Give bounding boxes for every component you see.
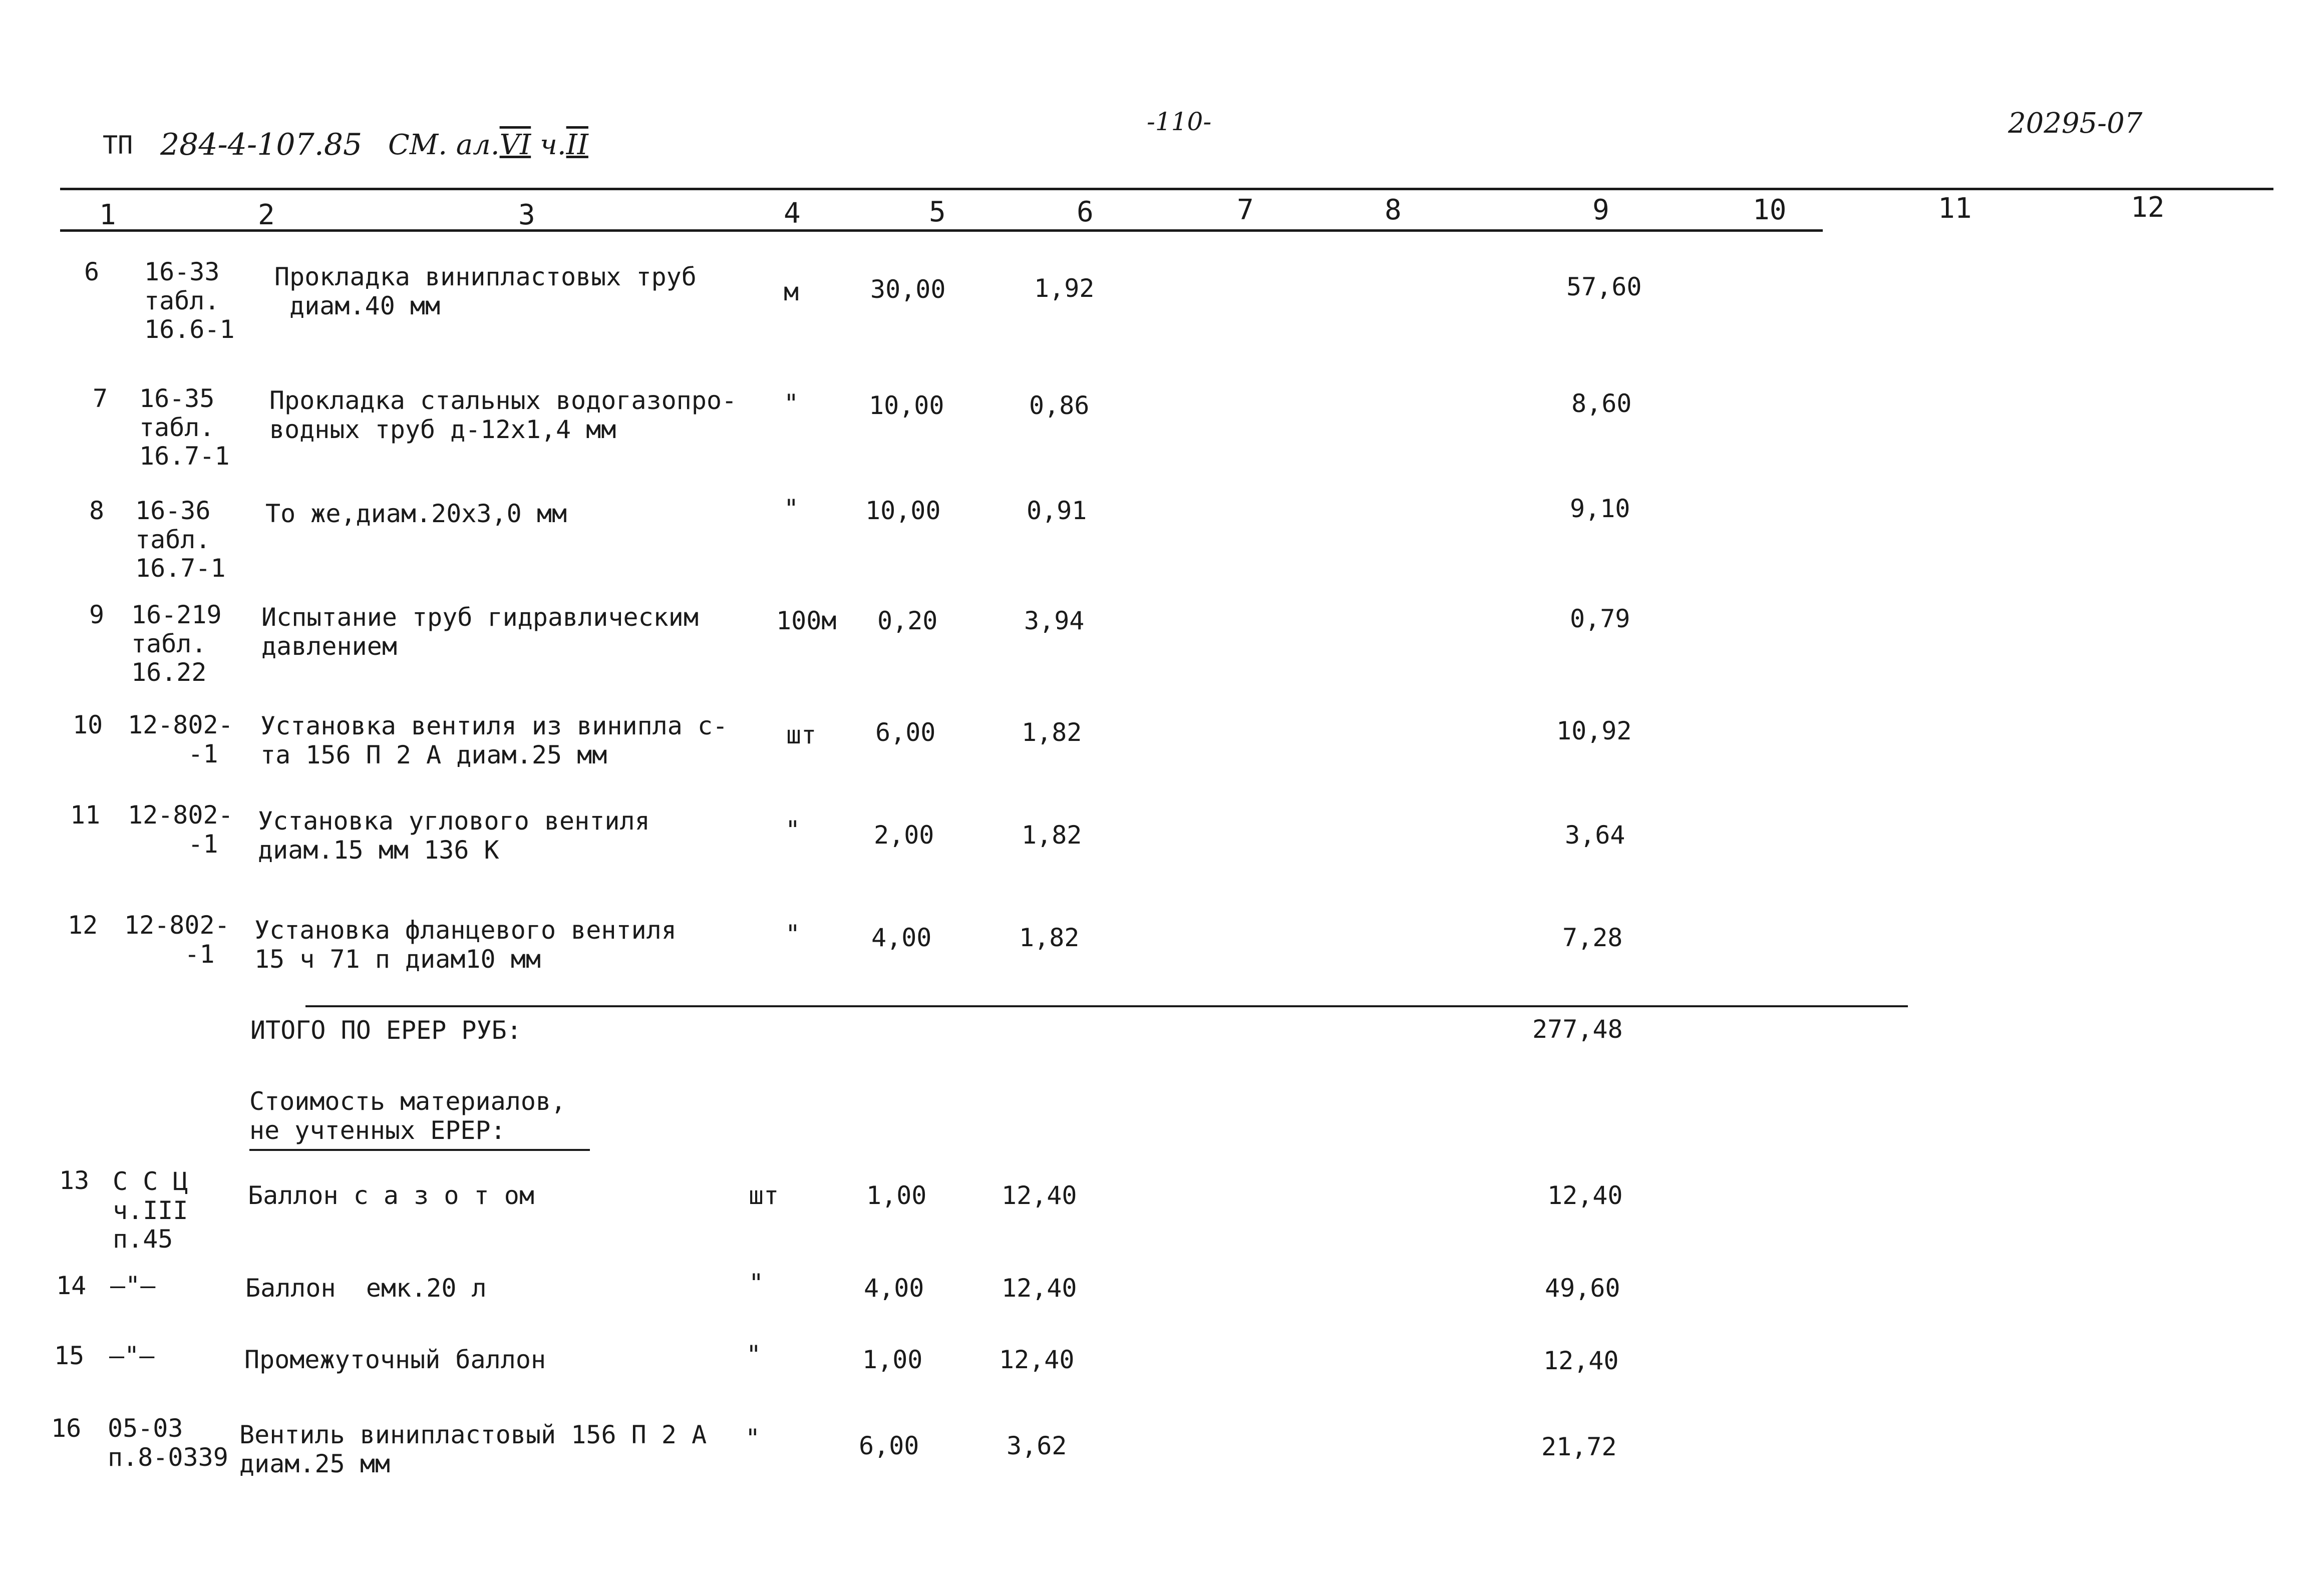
doc-code: ТП bbox=[103, 131, 133, 160]
row-name: Прокладка стальных водогазопро- водных труб д-12х1,4 мм bbox=[269, 386, 737, 444]
row-number: 7 bbox=[93, 384, 108, 413]
album-label bbox=[388, 129, 588, 161]
row-total: 3,64 bbox=[1565, 821, 1625, 850]
row-name: Баллон емк.20 л bbox=[245, 1274, 487, 1303]
row-qty: 30,00 bbox=[870, 275, 946, 304]
page-number: -110- bbox=[1147, 107, 1212, 136]
row-name: То же,диам.20х3,0 мм bbox=[265, 499, 567, 528]
row-unit: " bbox=[785, 816, 801, 845]
row-price: 1,92 bbox=[1034, 274, 1095, 303]
row-code: 12-802- -1 bbox=[128, 801, 233, 859]
col-header-3: 3 bbox=[518, 199, 535, 231]
row-price: 0,91 bbox=[1027, 496, 1087, 525]
row-unit: " bbox=[784, 389, 799, 418]
row-name: Вентиль винипластовый 156 П 2 А диам.25 мм bbox=[239, 1420, 707, 1478]
row-number: 12 bbox=[68, 911, 98, 940]
header-bottom-rule bbox=[60, 229, 1823, 232]
row-unit: " bbox=[749, 1269, 764, 1298]
row-price: 3,94 bbox=[1024, 606, 1085, 635]
row-number: 15 bbox=[54, 1341, 85, 1370]
header-top-rule bbox=[60, 188, 2273, 190]
row-name: Испытание труб гидравлическим давлением bbox=[261, 603, 699, 661]
row-total: 9,10 bbox=[1570, 494, 1630, 523]
row-number: 14 bbox=[56, 1271, 87, 1300]
row-total: 7,28 bbox=[1562, 923, 1623, 952]
row-name: Баллон с а з о т ом bbox=[248, 1181, 534, 1210]
row-total: 12,40 bbox=[1543, 1346, 1619, 1375]
row-number: 8 bbox=[89, 496, 105, 525]
row-price: 0,86 bbox=[1029, 391, 1090, 420]
row-total: 12,40 bbox=[1547, 1181, 1623, 1210]
row-unit: " bbox=[746, 1340, 762, 1369]
row-price: 1,82 bbox=[1022, 821, 1082, 850]
row-qty: 10,00 bbox=[865, 496, 941, 525]
part-roman: II bbox=[566, 129, 588, 161]
row-unit: " bbox=[784, 494, 799, 523]
row-code: 16-219 табл. 16.22 bbox=[131, 600, 222, 687]
row-qty: 0,20 bbox=[877, 606, 938, 635]
row-name: Промежуточный баллон bbox=[244, 1345, 546, 1374]
row-qty: 6,00 bbox=[859, 1431, 919, 1460]
row-number: 10 bbox=[73, 710, 103, 739]
row-price: 12,40 bbox=[1002, 1181, 1077, 1210]
col-header-2: 2 bbox=[258, 199, 275, 231]
row-name: Установка углового вентиля диам.15 мм 136 К bbox=[258, 807, 650, 865]
row-number: 11 bbox=[70, 801, 101, 830]
row-total: 49,60 bbox=[1545, 1274, 1620, 1303]
materials-heading-underline bbox=[249, 1149, 590, 1151]
part-text: ч. bbox=[540, 129, 566, 161]
row-qty: 2,00 bbox=[874, 821, 934, 850]
col-header-4: 4 bbox=[784, 197, 801, 230]
sheet-code: 20295-07 bbox=[2008, 107, 2143, 140]
row-price: 3,62 bbox=[1007, 1431, 1067, 1460]
row-name: Установка вентиля из винипла с- та 156 П 2 А диам.25 мм bbox=[260, 711, 728, 769]
row-qty: 10,00 bbox=[869, 391, 944, 420]
row-qty: 1,00 bbox=[866, 1181, 927, 1210]
album-roman: VI bbox=[499, 129, 531, 161]
row-total: 0,79 bbox=[1570, 604, 1630, 633]
subtotal-label: ИТОГО ПО ЕРЕР РУБ: bbox=[250, 1016, 522, 1045]
album-text: СМ. ал. bbox=[388, 129, 500, 161]
row-price: 12,40 bbox=[1002, 1274, 1077, 1303]
row-code: С С Ц ч.III п.45 bbox=[113, 1167, 188, 1254]
row-number: 13 bbox=[59, 1166, 90, 1195]
col-header-12: 12 bbox=[2131, 191, 2165, 224]
row-number: 9 bbox=[89, 600, 105, 629]
row-unit: " bbox=[745, 1424, 761, 1453]
col-header-9: 9 bbox=[1592, 194, 1609, 226]
materials-heading: Стоимость материалов, не учтенных ЕРЕР: bbox=[249, 1087, 566, 1145]
row-qty: 4,00 bbox=[864, 1274, 924, 1303]
row-number: 6 bbox=[84, 257, 100, 286]
row-code: 12-802- -1 bbox=[124, 911, 230, 969]
row-price: 1,82 bbox=[1019, 923, 1080, 952]
row-unit: м bbox=[784, 277, 799, 306]
row-code: 16-35 табл. 16.7-1 bbox=[139, 384, 230, 471]
row-code: 16-33 табл. 16.6-1 bbox=[144, 257, 235, 344]
row-code: —"— bbox=[109, 1341, 155, 1370]
row-unit: 100м bbox=[776, 606, 837, 635]
row-name: Прокладка винипластовых труб диам.40 мм bbox=[274, 262, 697, 320]
row-price: 1,82 bbox=[1022, 718, 1082, 747]
col-header-1: 1 bbox=[99, 199, 116, 231]
row-total: 8,60 bbox=[1571, 389, 1632, 418]
col-header-10: 10 bbox=[1753, 194, 1787, 226]
row-code: 16-36 табл. 16.7-1 bbox=[135, 496, 226, 583]
col-header-8: 8 bbox=[1385, 194, 1402, 226]
row-unit: шт bbox=[749, 1181, 779, 1210]
col-header-5: 5 bbox=[929, 196, 946, 228]
row-total: 10,92 bbox=[1556, 716, 1632, 745]
row-unit: " bbox=[785, 920, 801, 949]
row-qty: 4,00 bbox=[871, 923, 932, 952]
row-code: 05-03 п.8-0339 bbox=[108, 1414, 228, 1472]
row-code: —"— bbox=[110, 1271, 156, 1300]
col-header-6: 6 bbox=[1077, 196, 1094, 228]
subtotal-value: 277,48 bbox=[1532, 1015, 1623, 1044]
row-total: 21,72 bbox=[1541, 1432, 1617, 1461]
doc-number: 284-4-107.85 bbox=[160, 127, 363, 162]
col-header-7: 7 bbox=[1237, 194, 1254, 226]
row-total: 57,60 bbox=[1566, 272, 1642, 301]
row-qty: 6,00 bbox=[875, 718, 936, 747]
row-code: 12-802- -1 bbox=[128, 710, 233, 768]
row-qty: 1,00 bbox=[862, 1345, 923, 1374]
subtotal-rule bbox=[305, 1005, 1908, 1007]
row-unit: шт bbox=[786, 720, 817, 749]
row-name: Установка фланцевого вентиля 15 ч 71 п диам10 мм bbox=[254, 916, 677, 974]
row-number: 16 bbox=[51, 1414, 82, 1443]
col-header-11: 11 bbox=[1938, 192, 1972, 225]
row-price: 12,40 bbox=[999, 1345, 1075, 1374]
